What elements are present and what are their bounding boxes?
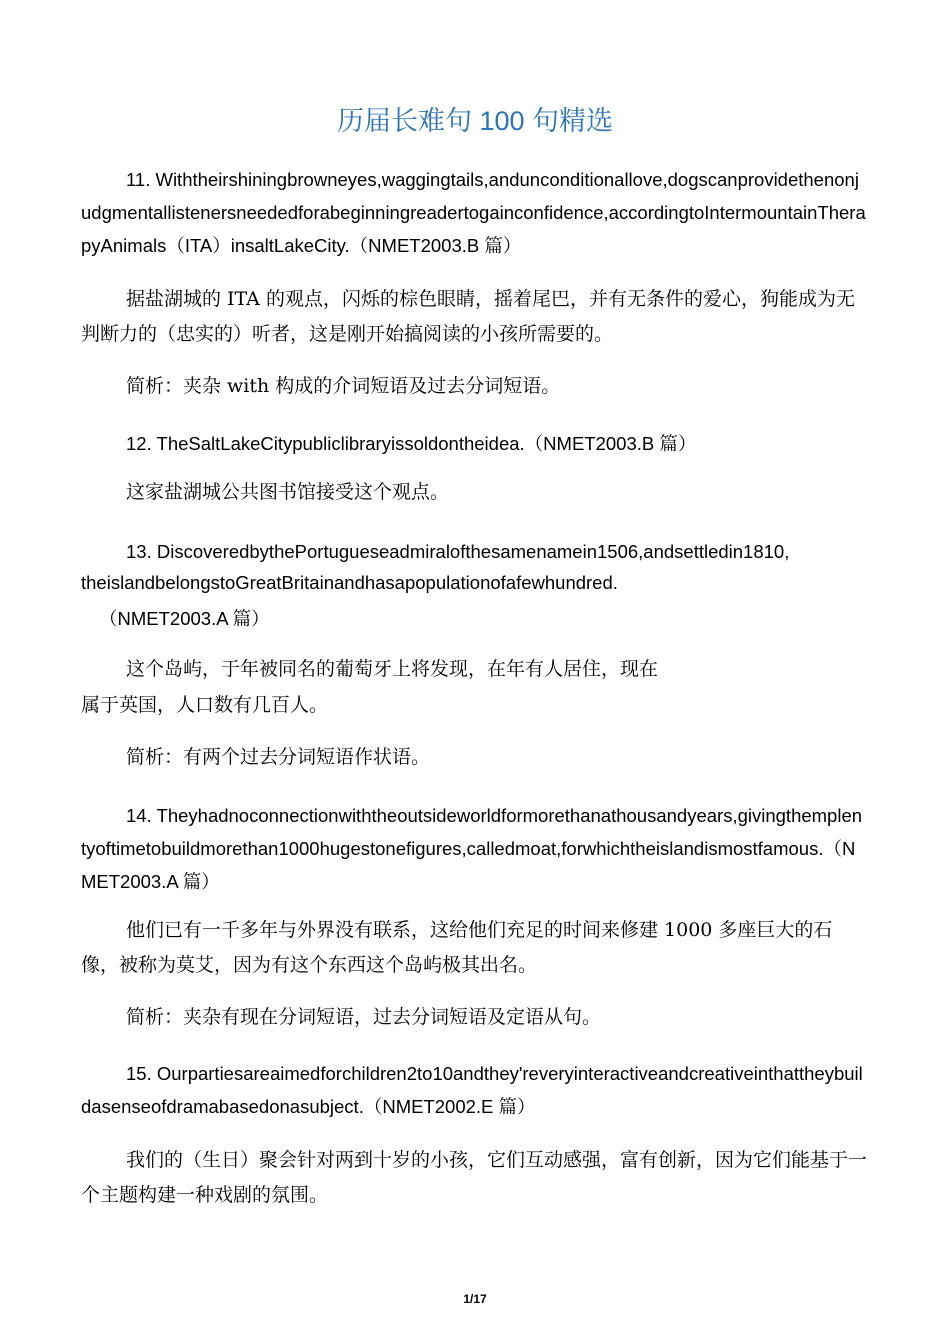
page-number: 1/17	[463, 1292, 487, 1306]
sentence-13-english-line1: 13. DiscoveredbythePortugueseadmiralofthesamenamein1506,andsettledin1810,	[126, 541, 790, 562]
page-title: 历届长难句 100 句精选	[336, 106, 614, 136]
sentence-13-english-line2: theislandbelongstoGreatBritainandhasapopulationofafewhundred.	[81, 572, 618, 593]
sentence-14-english: 14. Theyhadnoconnectionwiththeoutsideworldformorethanathousandyears,givingthemplentyoftimetobuildmorethan1000hugestonefigures,calledmoat,forwhichtheislandismostfamous.（NMET2003.A 篇）	[81, 805, 863, 892]
sentence-13-analysis: 简析：有两个过去分词短语作状语。	[126, 746, 431, 768]
sentence-14-analysis: 简析：夹杂有现在分词短语，过去分词短语及定语从句。	[126, 1006, 602, 1028]
sentence-11-translation: 据盐湖城的 ITA 的观点，闪烁的棕色眼睛，摇着尾巴，并有无条件的爱心，狗能成为无判断力的（忠实的）听者，这是刚开始搞阅读的小孩所需要的。	[81, 288, 855, 345]
sentence-11-analysis: 简析：夹杂 with 构成的介词短语及过去分词短语。	[126, 375, 561, 397]
sentence-12-translation: 这家盐湖城公共图书馆接受这个观点。	[126, 481, 450, 503]
sentence-12-english: 12. TheSaltLakeCitypubliclibraryissoldontheidea.（NMET2003.B 篇）	[126, 433, 697, 454]
sentence-13-translation-line2: 属于英国，人口数有几百人。	[81, 694, 329, 716]
sentence-14-translation: 他们已有一千多年与外界没有联系，这给他们充足的时间来修建 1000 多座巨大的石像，被称为莫艾，因为有这个东西这个岛屿极其出名。	[81, 919, 833, 976]
sentence-15-translation: 我们的（生日）聚会针对两到十岁的小孩，它们互动感强，富有创新，因为它们能基于一个主题构建一种戏剧的氛围。	[81, 1149, 868, 1206]
sentence-13-translation-line1: 这个岛屿，于年被同名的葡萄牙上将发现，在年有人居住，现在	[126, 658, 659, 680]
sentence-11-english: 11. Withtheirshiningbrowneyes,waggingtails,andunconditionallove,dogscanprovidethenonjudgmentallistenersneededforabeginningreadertogainconfidence,accordingtoIntermountainTherapyAnimals（ITA）insaltLakeCity.（NMET2003.B 篇）	[81, 169, 866, 256]
sentence-13-english-line3: （NMET2003.A 篇）	[99, 608, 270, 629]
sentence-15-english: 15. Ourpartiesareaimedforchildren2to10andthey'reveryinteractiveandcreativeinthattheybuildasenseofdramabasedonasubject.（NMET2002.E 篇）	[81, 1063, 863, 1117]
